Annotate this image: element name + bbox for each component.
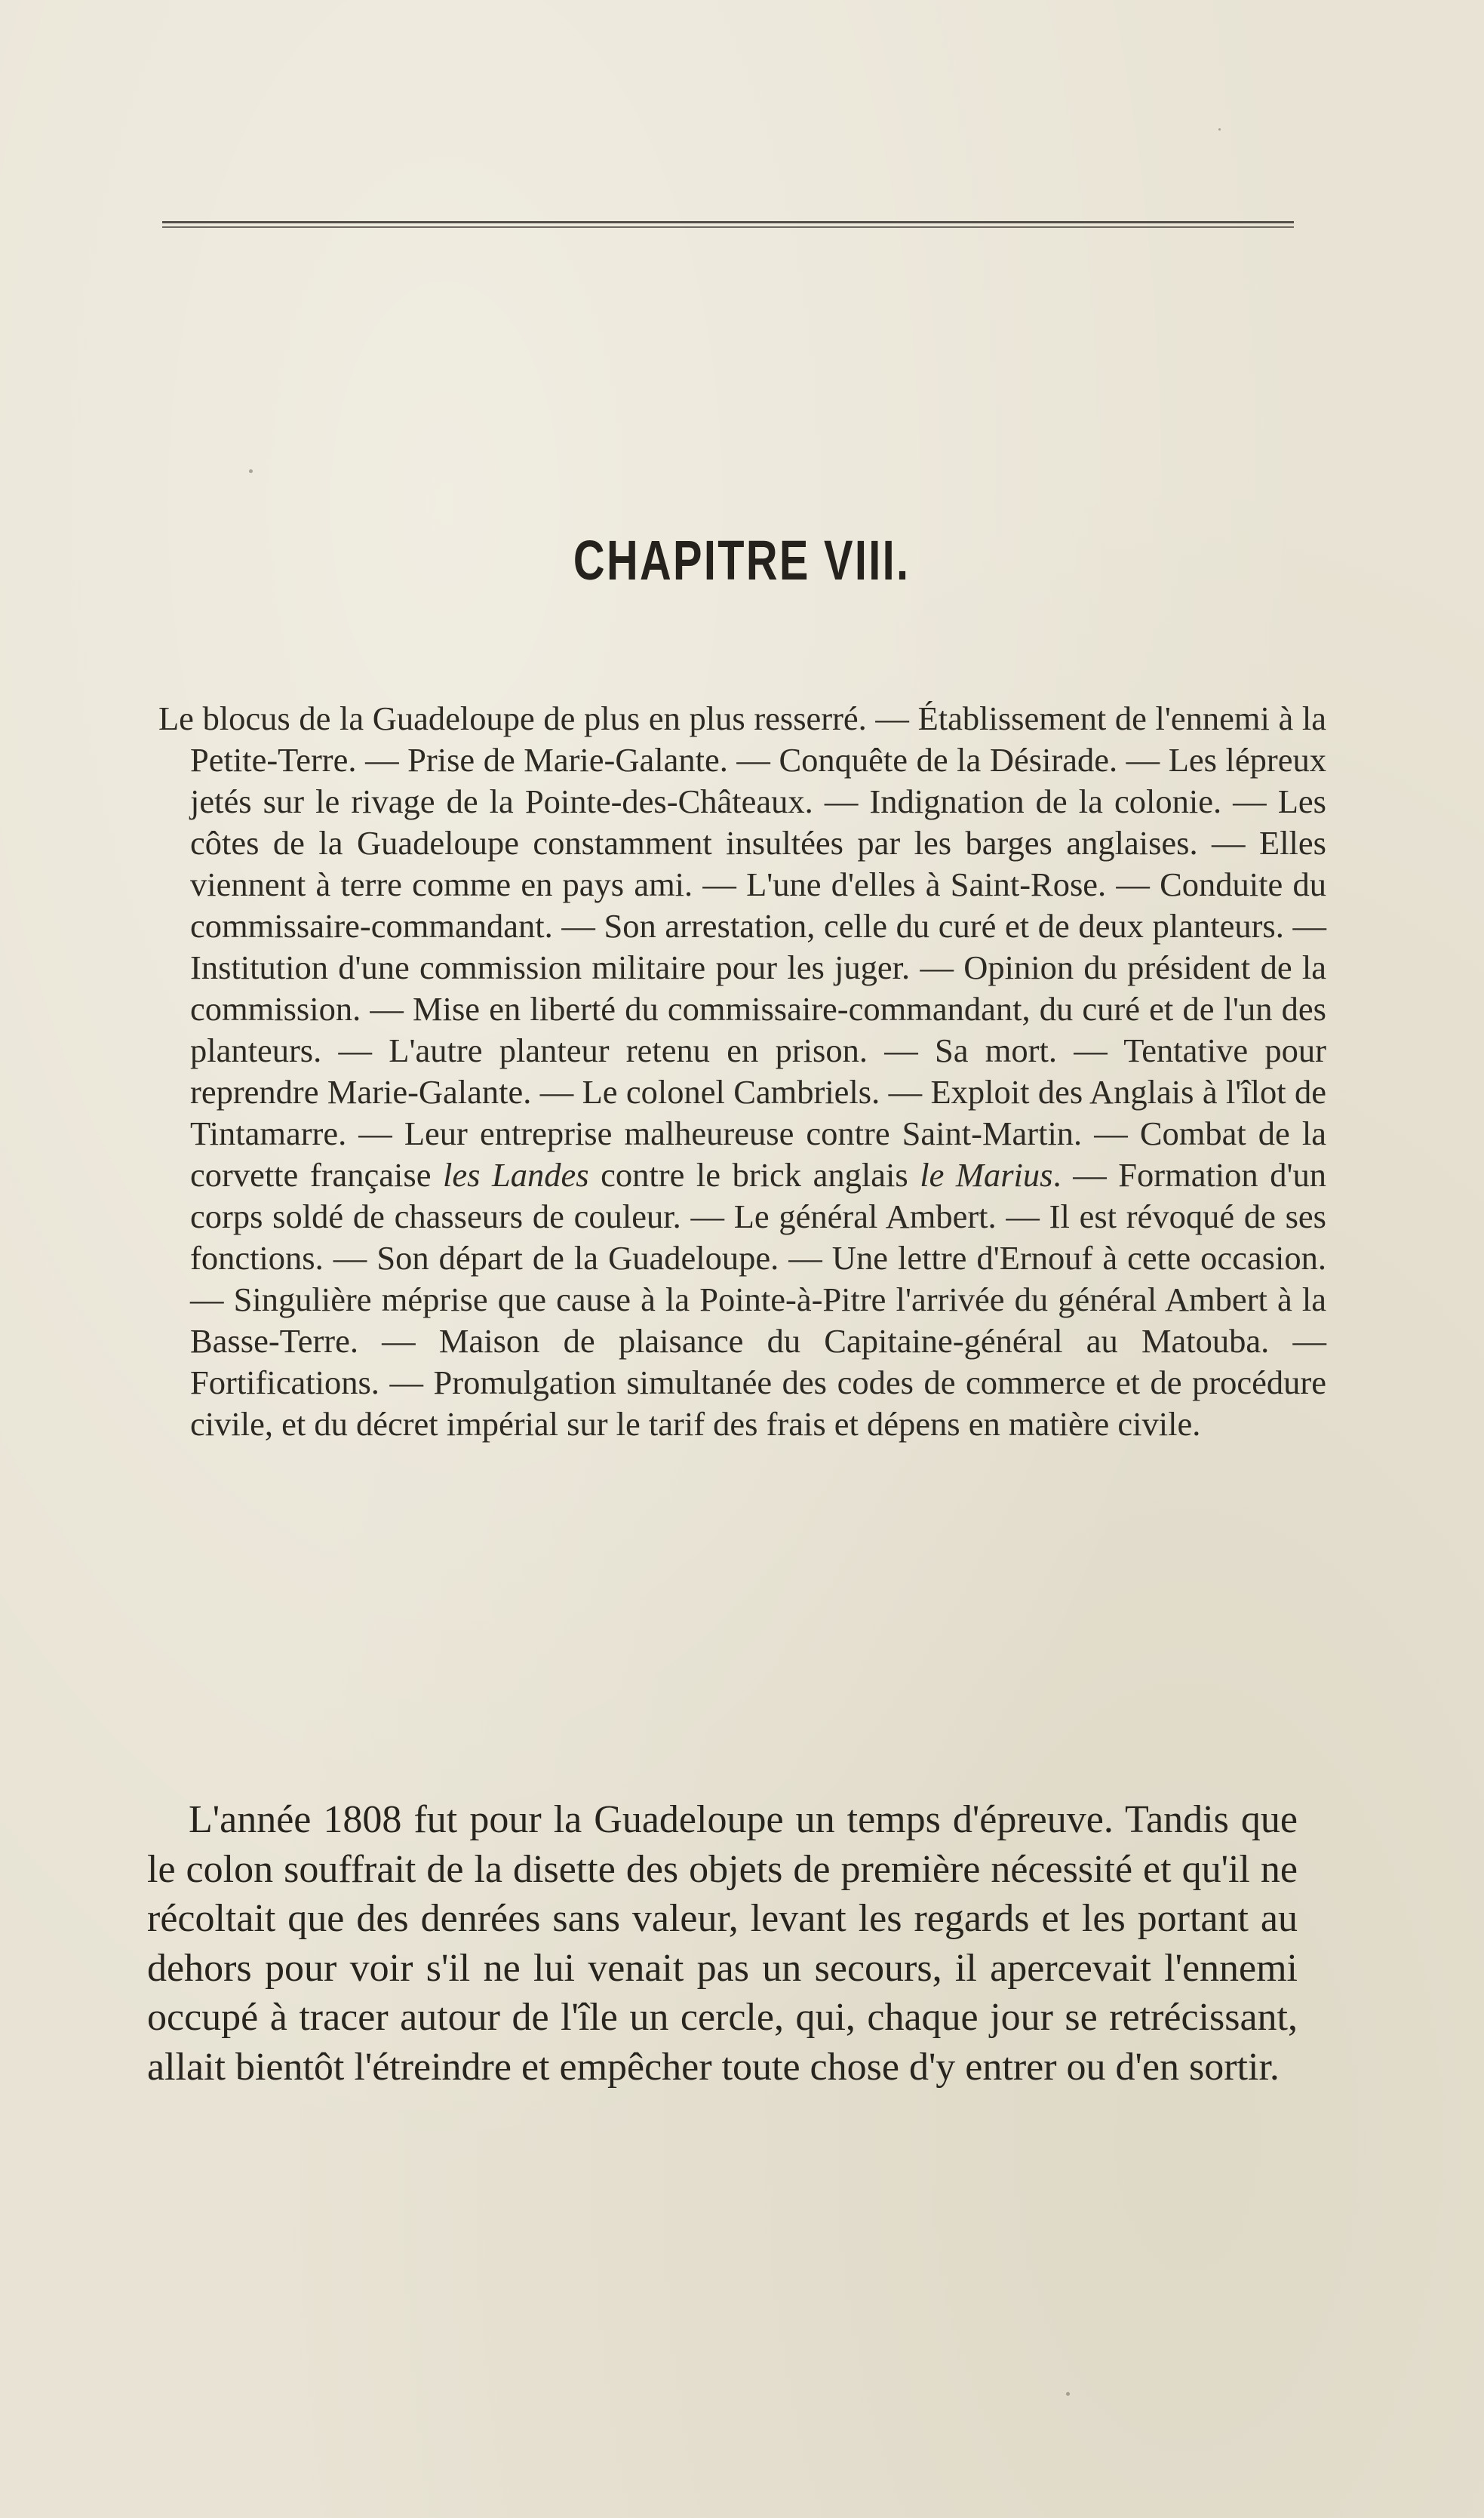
summary-text-part-2: contre le brick anglais	[588, 1156, 920, 1194]
summary-ship-name-1: les Landes	[443, 1156, 589, 1194]
paper-speck	[1066, 2392, 1070, 2396]
header-rule-thick	[162, 221, 1294, 223]
paper-speck	[1218, 128, 1221, 131]
header-rule-thin	[162, 226, 1294, 228]
chapter-summary	[158, 698, 1326, 1445]
summary-text-part-1: Le blocus de la Guadeloupe de plus en plus resserré. — Établissement de l'ennemi à la Petite-Terre. — Prise de Marie-Galante. — Conquête de la Désirade. — Les lépreux jetés sur le rivage de la Pointe-des-Châteaux. — Indignation de la colonie. — Les côtes de la Guadeloupe constamment insultées par les barges anglaises. — Elles viennent à terre comme en pays ami. — L'une d'elles à Saint-Rose. — Conduite du commissaire-commandant. — Son arrestation, celle du curé et de deux planteurs. — Institution d'une commission militaire pour les juger. — Opinion du président de la commission. — Mise en liberté du commissaire-commandant, du curé et de l'un des planteurs. — L'autre planteur retenu en prison. — Sa mort. — Tentative pour reprendre Marie-Galante. — Le colonel Cambriels. — Exploit des Anglais à l'îlot de Tintamarre. — Leur entreprise malheureuse contre Saint-Martin. — Combat de la corvette française	[158, 699, 1326, 1194]
summary-ship-name-2: le Marius	[920, 1156, 1053, 1194]
summary-text-part-3: . — Formation d'un corps soldé de chasseurs de couleur. — Le général Ambert. — Il est révoqué de ses fonctions. — Son départ de la Guadeloupe. — Une lettre d'Ernouf à cette occasion. — Singulière méprise que cause à la Pointe-à-Pitre l'arrivée du général Ambert à la Basse-Terre. — Maison de plaisance du Capitaine-général au Matouba. — Fortifications. — Promulgation simultanée des codes de commerce et de procédure civile, et du décret impérial sur le tarif des frais et dépens en matière civile.	[190, 1156, 1327, 1443]
paper-speck	[249, 469, 253, 473]
chapter-title: CHAPITRE VIII.	[573, 529, 911, 592]
body-paragraph: L'année 1808 fut pour la Guadeloupe un temps d'épreuve. Tandis que le colon souffrait de la disette des objets de première nécessité et qu'il ne récoltait que des denrées sans valeur, levant les regards et les portant au dehors pour voir s'il ne lui venait pas un secours, il apercevait l'ennemi occupé à tracer autour de l'île un cercle, qui, chaque jour se retrécissant, allait bientôt l'étreindre et empêcher toute chose d'y entrer ou d'en sortir.	[147, 1798, 1298, 2089]
header-rule	[162, 220, 1294, 230]
